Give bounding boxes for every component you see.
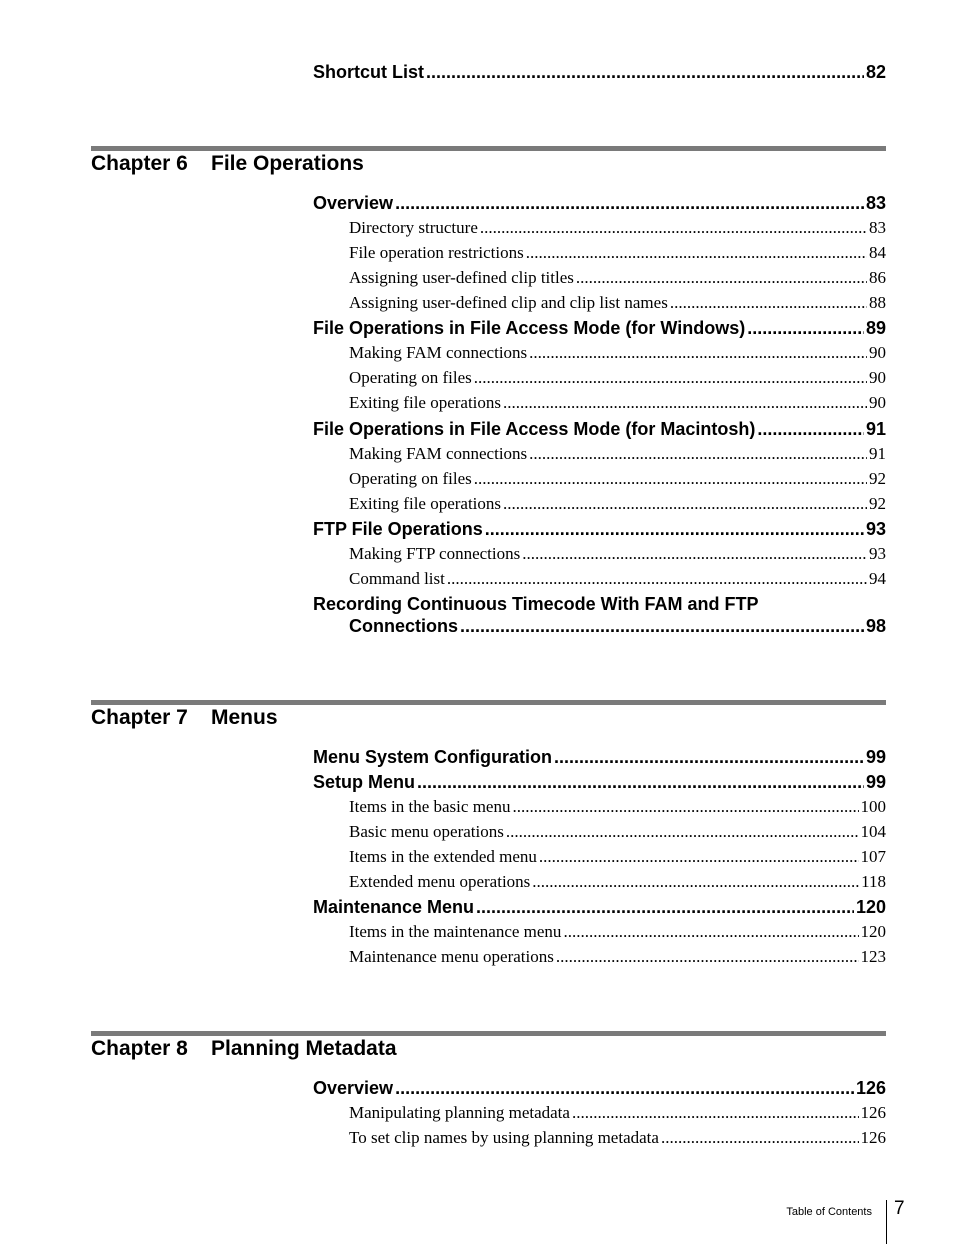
toc-entry-page: 98: [865, 616, 886, 636]
chapter-6-heading[interactable]: [91, 152, 364, 176]
toc-entry-overview[interactable]: [313, 193, 886, 214]
leader-dots: [506, 822, 859, 842]
toc-entry-page: 88: [869, 293, 886, 312]
toc-entry-operating-on-files[interactable]: [349, 469, 886, 489]
footer-section-label: Table of Contents: [786, 1206, 872, 1218]
leader-dots: [480, 218, 867, 238]
toc-entry-basic-menu-operations[interactable]: [349, 822, 886, 842]
toc-entry-title: Exiting file operations: [349, 393, 502, 412]
toc-entry-overview[interactable]: [313, 1078, 886, 1099]
leader-dots: [417, 772, 864, 793]
leader-dots: [460, 616, 864, 637]
leader-dots: [572, 1103, 859, 1123]
toc-entry-page: 107: [860, 847, 886, 866]
toc-entry-page: 126: [855, 1078, 886, 1098]
toc-entry-title: Overview: [313, 1078, 394, 1098]
toc-entry-page: 99: [865, 747, 886, 767]
toc-entry-page: 84: [869, 243, 886, 262]
toc-entry-page: 90: [869, 393, 886, 412]
toc-entry-title: Directory structure: [349, 218, 478, 237]
toc-entry-command-list[interactable]: [349, 569, 886, 589]
chapter-7-heading[interactable]: [91, 706, 278, 730]
toc-entry-recording-timecode-line1[interactable]: Recording Continuous Timecode With FAM and FTP: [313, 594, 759, 614]
chapter-7-rule: [91, 700, 886, 705]
leader-dots: [554, 747, 864, 768]
footer-divider: [886, 1200, 887, 1244]
toc-entry-page: 92: [869, 494, 886, 513]
leader-dots: [503, 494, 867, 514]
chapter-number: Chapter 8: [91, 1037, 188, 1060]
toc-entry-page: 100: [860, 797, 886, 816]
toc-entry-page: 91: [865, 419, 886, 439]
chapter-title: Menus: [211, 706, 278, 729]
toc-entry-page: 120: [860, 922, 886, 941]
toc-entry-operating-on-files[interactable]: [349, 368, 886, 388]
leader-dots: [395, 193, 864, 214]
leader-dots: [529, 444, 867, 464]
toc-entry-maintenance-menu-items[interactable]: [349, 922, 886, 942]
toc-entry-title: Exiting file operations: [349, 494, 502, 513]
leader-dots: [395, 1078, 854, 1099]
leader-dots: [661, 1128, 859, 1148]
toc-entry-maintenance-menu-operations[interactable]: [349, 947, 886, 967]
chapter-8-rule: [91, 1031, 886, 1036]
toc-entry-basic-menu-items[interactable]: [349, 797, 886, 817]
toc-entry-setup-menu[interactable]: [313, 772, 886, 793]
toc-entry-title: Command list: [349, 569, 445, 588]
toc-entry-title: Overview: [313, 193, 394, 213]
toc-entry-title: Items in the maintenance menu: [349, 922, 562, 941]
toc-entry-page: 120: [855, 897, 886, 917]
toc-entry-title: File Operations in File Access Mode (for Macintosh): [313, 419, 756, 439]
toc-entry-ftp-file-operations[interactable]: [313, 519, 886, 540]
toc-entry-title: Assigning user-defined clip and clip list names: [349, 293, 668, 312]
footer-page-number: 7: [894, 1198, 905, 1219]
leader-dots: [474, 469, 867, 489]
leader-dots: [512, 797, 858, 817]
leader-dots: [474, 368, 867, 388]
toc-entry-title: To set clip names by using planning metadata: [349, 1128, 659, 1147]
toc-entry-page: 92: [869, 469, 886, 488]
toc-entry-recording-timecode[interactable]: [349, 616, 886, 637]
leader-dots: [426, 62, 864, 83]
toc-entry-title: Connections: [349, 616, 459, 636]
toc-entry-title: Assigning user-defined clip titles: [349, 268, 574, 287]
toc-entry-page: 90: [869, 343, 886, 362]
toc-entry-page: 83: [865, 193, 886, 213]
leader-dots: [532, 872, 859, 892]
toc-entry-title: Manipulating planning metadata: [349, 1103, 570, 1122]
chapter-number: Chapter 7: [91, 706, 188, 729]
toc-entry-page: 126: [860, 1128, 886, 1147]
toc-entry-page: 91: [869, 444, 886, 463]
toc-entry-making-ftp-connections[interactable]: [349, 544, 886, 564]
toc-entry-page: 118: [861, 872, 886, 891]
toc-entry-file-operation-restrictions[interactable]: [349, 243, 886, 263]
toc-entry-page: 90: [869, 368, 886, 387]
toc-entry-making-fam-connections[interactable]: [349, 444, 886, 464]
toc-entry-making-fam-connections[interactable]: [349, 343, 886, 363]
leader-dots: [526, 243, 867, 263]
toc-entry-assigning-clip-names[interactable]: [349, 293, 886, 313]
toc-entry-page: 94: [869, 569, 886, 588]
chapter-number: Chapter 6: [91, 152, 188, 175]
chapter-title: Planning Metadata: [211, 1037, 397, 1060]
chapter-title: File Operations: [211, 152, 364, 175]
leader-dots: [503, 393, 867, 413]
toc-entry-page: 93: [865, 519, 886, 539]
toc-entry-set-clip-names[interactable]: [349, 1128, 886, 1148]
leader-dots: [485, 519, 864, 540]
toc-entry-page: 86: [869, 268, 886, 287]
leader-dots: [747, 318, 864, 339]
toc-entry-fam-windows[interactable]: [313, 318, 886, 339]
toc-entry-title: Items in the extended menu: [349, 847, 537, 866]
toc-entry-title: File Operations in File Access Mode (for Windows): [313, 318, 746, 338]
leader-dots: [576, 268, 867, 288]
toc-entry-page: 82: [865, 62, 886, 82]
toc-entry-title: FTP File Operations: [313, 519, 483, 539]
toc-entry-title: Shortcut List: [313, 62, 424, 82]
toc-entry-maintenance-menu[interactable]: [313, 897, 886, 918]
toc-entry-title: Items in the basic menu: [349, 797, 511, 816]
toc-entry-page: 126: [860, 1103, 886, 1122]
toc-entry-directory-structure[interactable]: [349, 218, 886, 238]
toc-entry-title: Basic menu operations: [349, 822, 504, 841]
leader-dots: [522, 544, 867, 564]
toc-entry-extended-menu-items[interactable]: [349, 847, 886, 867]
toc-entry-title: Maintenance Menu: [313, 897, 475, 917]
toc-entry-page: 99: [865, 772, 886, 792]
toc-entry-shortcut-list[interactable]: [313, 62, 886, 83]
toc-entry-page: 83: [869, 218, 886, 237]
leader-dots: [757, 419, 864, 440]
leader-dots: [476, 897, 854, 918]
leader-dots: [447, 569, 867, 589]
toc-entry-title: Operating on files: [349, 469, 472, 488]
leader-dots: [529, 343, 867, 363]
toc-entry-title: Making FAM connections: [349, 343, 528, 362]
leader-dots: [670, 293, 867, 313]
toc-entry-title: Menu System Configuration: [313, 747, 553, 767]
toc-entry-title: Extended menu operations: [349, 872, 531, 891]
toc-entry-fam-macintosh[interactable]: [313, 419, 886, 440]
toc-entry-title: File operation restrictions: [349, 243, 524, 262]
toc-entry-exiting-file-operations[interactable]: [349, 393, 886, 413]
toc-entry-title: Setup Menu: [313, 772, 415, 792]
toc-entry-title: Operating on files: [349, 368, 472, 387]
toc-entry-manipulating-planning-metadata[interactable]: [349, 1103, 886, 1123]
toc-entry-title: Maintenance menu operations: [349, 947, 554, 966]
toc-entry-exiting-file-operations[interactable]: [349, 494, 886, 514]
chapter-8-heading[interactable]: [91, 1037, 397, 1061]
leader-dots: [539, 847, 859, 867]
toc-entry-page: 93: [869, 544, 886, 563]
toc-entry-extended-menu-operations[interactable]: [349, 872, 886, 892]
toc-entry-title: Making FAM connections: [349, 444, 528, 463]
toc-entry-title: Making FTP connections: [349, 544, 521, 563]
toc-entry-assigning-clip-titles[interactable]: [349, 268, 886, 288]
toc-entry-page: 104: [860, 822, 886, 841]
toc-entry-menu-system-configuration[interactable]: [313, 747, 886, 768]
chapter-6-rule: [91, 146, 886, 151]
toc-entry-page: 89: [865, 318, 886, 338]
toc-entry-page: 123: [860, 947, 886, 966]
leader-dots: [563, 922, 858, 942]
leader-dots: [556, 947, 859, 967]
